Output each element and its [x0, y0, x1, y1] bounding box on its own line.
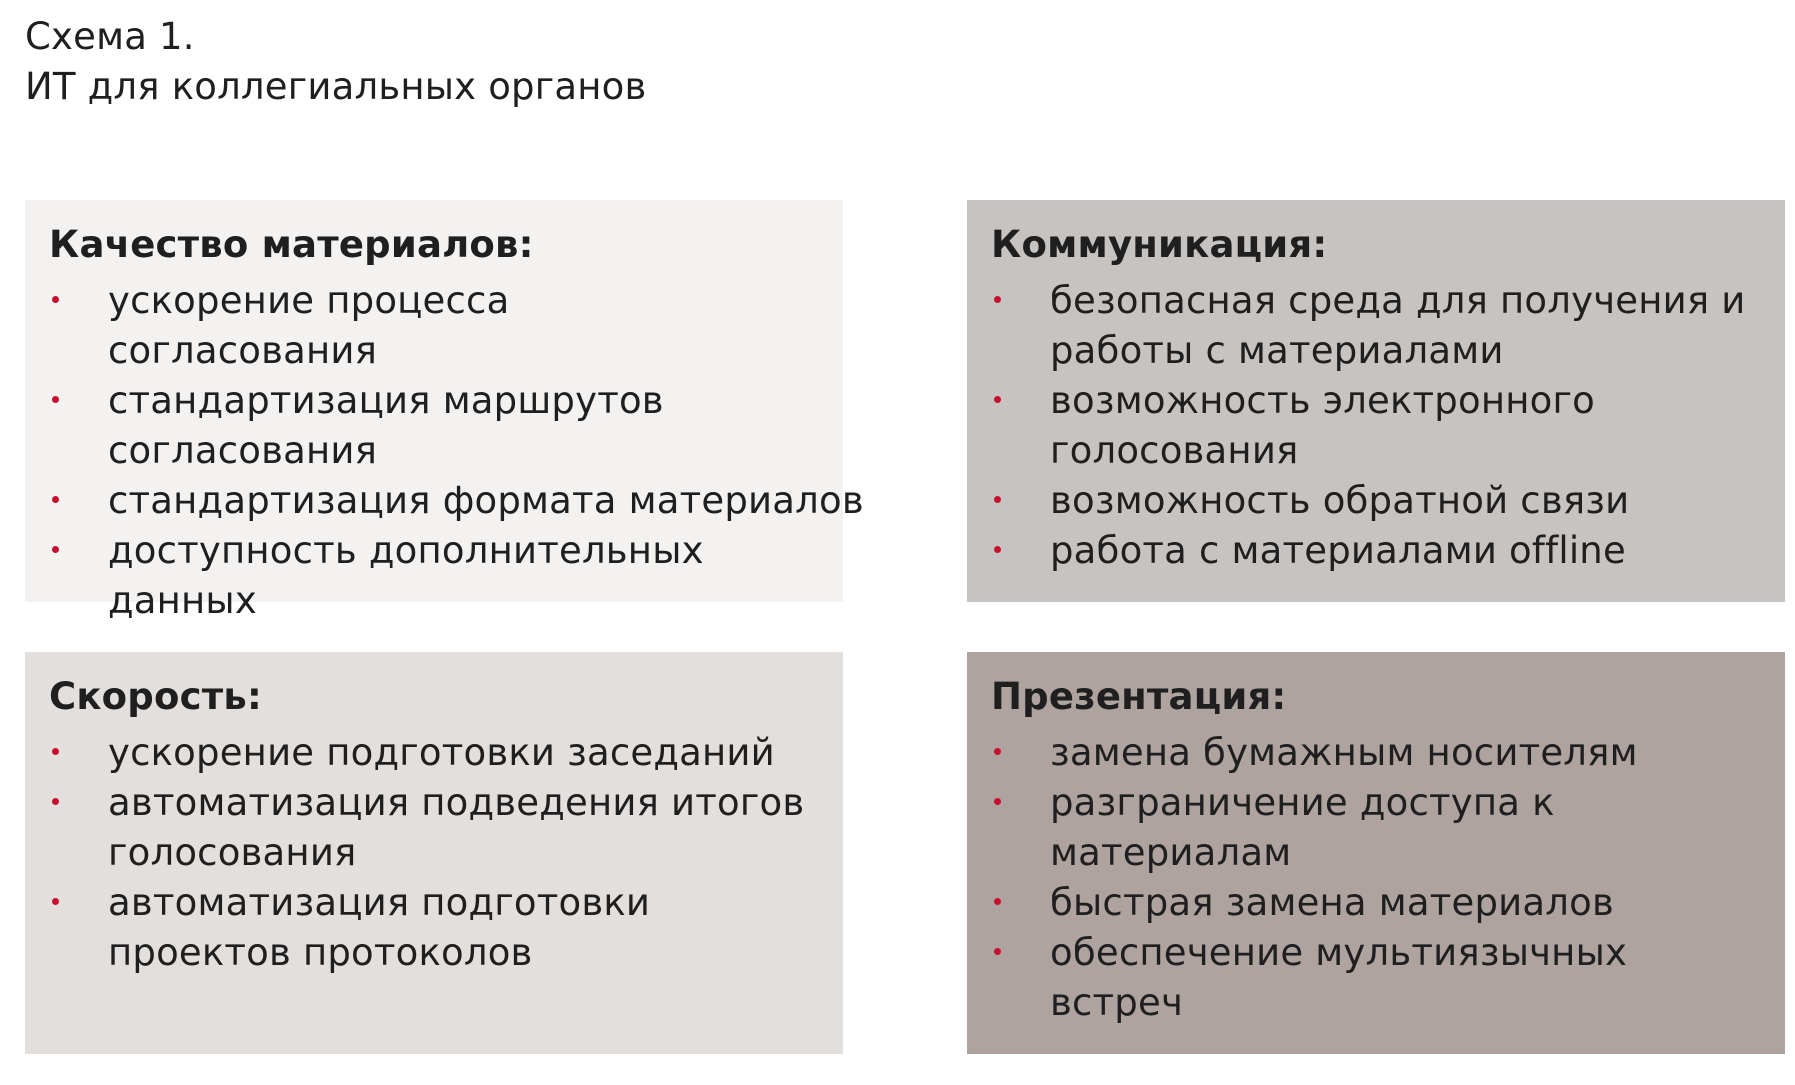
- list-item: [49, 728, 868, 778]
- bullet-dot-icon: [994, 496, 1001, 503]
- list-item-text: безопасная среда для получения и работы с материалами: [1050, 279, 1746, 372]
- list-item-text: возможность обратной связи: [1050, 479, 1630, 522]
- bullet-dot-icon: [994, 948, 1001, 955]
- list-item-text: быстрая замена материалов: [1050, 881, 1614, 924]
- list-item: [49, 476, 888, 526]
- box-list: [49, 728, 823, 978]
- page-title: [25, 12, 646, 112]
- list-item: [49, 778, 848, 878]
- list-item: [991, 476, 1795, 526]
- list-item: [991, 778, 1610, 878]
- list-item: [991, 878, 1795, 928]
- list-item: [49, 526, 798, 626]
- box-list: [991, 276, 1765, 576]
- list-item-text: обеспечение мультиязычных встреч: [1050, 931, 1628, 1024]
- bullet-dot-icon: [52, 898, 59, 905]
- box-presentation: [967, 652, 1785, 1054]
- list-item-text: ускорение процесса согласования: [108, 279, 510, 372]
- box-heading: Презентация:: [991, 675, 1287, 718]
- list-item: [991, 276, 1790, 376]
- bullet-dot-icon: [52, 396, 59, 403]
- list-item: [991, 928, 1690, 1028]
- box-heading: Скорость:: [49, 675, 262, 718]
- box-heading: Качество материалов:: [49, 223, 534, 266]
- list-item-text: возможность электронного голосования: [1050, 379, 1595, 472]
- box-list: [991, 728, 1765, 1028]
- bullet-dot-icon: [994, 396, 1001, 403]
- title-line-2: ИТ для коллегиальных органов: [25, 65, 647, 108]
- bullet-dot-icon: [994, 296, 1001, 303]
- list-item: [991, 376, 1670, 476]
- box-quality: [25, 200, 864, 622]
- box-communication: [967, 200, 1785, 602]
- bullet-dot-icon: [52, 748, 59, 755]
- list-item-text: ускорение подготовки заседаний: [108, 731, 775, 774]
- list-item: [49, 878, 748, 978]
- bullet-dot-icon: [994, 748, 1001, 755]
- bullet-dot-icon: [994, 798, 1001, 805]
- list-item-text: работа с материалами offline: [1050, 529, 1626, 572]
- list-item-text: стандартизация маршрутов согласования: [108, 379, 664, 472]
- list-item: [49, 276, 708, 376]
- bullet-dot-icon: [52, 296, 59, 303]
- title-line-1: Схема 1.: [25, 15, 195, 58]
- box-list: [49, 276, 864, 626]
- list-item-text: разграничение доступа к материалам: [1050, 781, 1555, 874]
- box-speed: [25, 652, 843, 1054]
- list-item-text: автоматизация подготовки проектов протоколов: [108, 881, 651, 974]
- bullet-dot-icon: [994, 546, 1001, 553]
- list-item-text: замена бумажным носителям: [1050, 731, 1638, 774]
- list-item-text: доступность дополнительных данных: [108, 529, 704, 622]
- list-item-text: стандартизация формата материалов: [108, 479, 864, 522]
- list-item: [49, 376, 708, 476]
- bullet-dot-icon: [994, 898, 1001, 905]
- box-heading: Коммуникация:: [991, 223, 1328, 266]
- bullet-dot-icon: [52, 496, 59, 503]
- bullet-dot-icon: [52, 546, 59, 553]
- list-item: [991, 728, 1795, 778]
- list-item-text: автоматизация подведения итогов голосования: [108, 781, 805, 874]
- list-item: [991, 526, 1795, 576]
- bullet-dot-icon: [52, 798, 59, 805]
